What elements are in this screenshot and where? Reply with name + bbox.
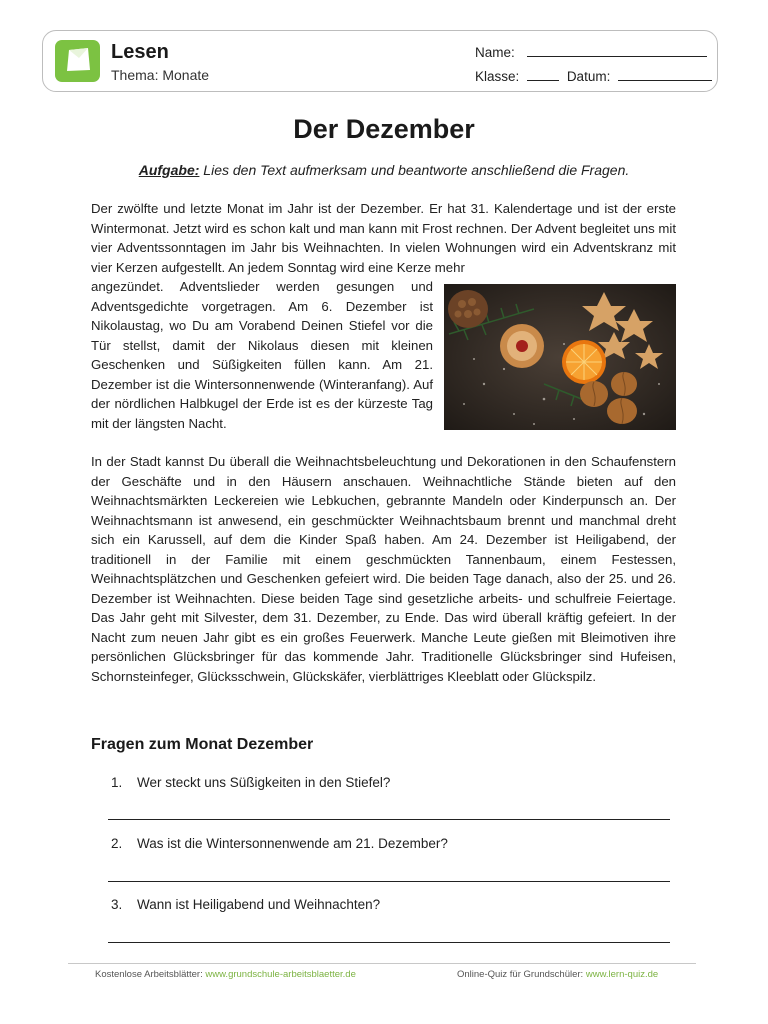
header-subtitle: Thema: Monate	[111, 67, 210, 83]
footer-left-link[interactable]: www.grundschule-arbeitsblaetter.de	[205, 969, 356, 980]
worksheet-header	[42, 30, 718, 92]
question-item	[111, 836, 448, 851]
question-number: 1.	[111, 775, 123, 790]
page-title: Der Dezember	[293, 114, 475, 144]
klasse-line[interactable]	[527, 68, 559, 81]
paragraph-2: In der Stadt kannst Du überall die Weihnachtsbeleuchtung und Dekorationen in den Schaufenstern der Geschäfte und in den Häusern anschauen. Weihnachtliche Stände bieten auf den Weihnachtsmärkten Leckereien wie Lebkuchen, gebrannte Mandeln oder Kinderpunsch an. Der Weihnachtsmann ist anwesend, ein geschmückter Weihnachtsbaum brennt und manchmal dreht sich ein Karussell, auf dem die Kinder Spaß haben. Am 24. Dezember ist Heiligabend, der traditionell in der Familie mit einem geschmückten Tannenbaum, einem Festessen, Weihnachtsplätzchen und Geschenken gefeiert wird. Die beiden Tage danach, also der 25. und 26. Dezember ist Weihnachten. Diese beiden Tage sind gesetzliche arbeits- und schulfreie Feiertage. Das Jahr geht mit Silvester, dem 31. Dezember, zu Ende. Das wird überall kräftig gefeiert. In der Nacht zum neuen Jahr gibt es ein großes Feuerwerk. Manche Leute gießen mit Bleimotiven ihre persönlichen Glücksbringer für das kommende Jahr. Traditionelle Glücksbringer sind Hufeisen, Schornsteinfeger, Glücksschwein, Glückskäfer, vierblättriges Kleeblatt oder Glückspilz.	[91, 454, 676, 684]
question-text: Wann ist Heiligabend und Weihnachten?	[137, 897, 381, 912]
datum-line[interactable]	[618, 68, 712, 81]
answer-line[interactable]	[108, 819, 670, 820]
name-field[interactable]	[475, 44, 707, 60]
question-number: 2.	[111, 836, 123, 851]
question-number: 3.	[111, 897, 123, 912]
paragraph-1: Der zwölfte und letzte Monat im Jahr ist der Dezember. Er hat 31. Kalendertage und ist der erste Wintermonat. Jetzt wird es schon kalt und man kann mit Frost rechnen. Der Advent begleitet uns mit vier Adventssonntagen im Jahr bis Weihnachten. In vielen Wohnungen wird ein Adventskranz mit vier Kerzen aufgestellt. An jedem Sonntag wird eine Kerze mehr	[91, 201, 676, 275]
question-text: Wer steckt uns Süßigkeiten in den Stiefel?	[137, 775, 391, 790]
footer-left-label: Kostenlose Arbeitsblätter:	[95, 969, 203, 980]
name-line[interactable]	[527, 44, 707, 57]
task-instruction	[0, 162, 768, 178]
klasse-label: Klasse:	[475, 69, 520, 84]
footer-right	[457, 969, 658, 980]
question-item	[111, 775, 390, 790]
christmas-cookies-photo	[444, 284, 676, 430]
task-label: Aufgabe:	[138, 162, 200, 178]
footer-divider	[68, 963, 696, 964]
question-item	[111, 897, 380, 912]
datum-label: Datum:	[566, 69, 611, 84]
header-title: Lesen	[111, 41, 169, 63]
klasse-datum-fields	[475, 68, 712, 84]
questions-heading: Fragen zum Monat Dezember	[91, 736, 314, 753]
answer-line[interactable]	[108, 942, 670, 943]
name-label: Name:	[475, 45, 515, 60]
answer-line[interactable]	[108, 881, 670, 882]
paragraph-1-continued: angezündet. Adventslieder werden gesungen und Adventsgedichte vorgetragen. Am 6. Dezember ist Nikolaustag, wo Du am Vorabend Deinen Stiefel vor die Tür stellst, damit der Nikolaus diesen mit kleinen Geschenken und Süßigkeiten füllen kann. Am 21. Dezember ist die Wintersonnenwende (Winteranfang). Auf der nördlichen Halbkugel der Erde ist es der kürzeste Tag mit der längsten Nacht.	[91, 279, 433, 431]
logo-icon	[55, 40, 100, 82]
footer-right-label: Online-Quiz für Grundschüler:	[457, 969, 584, 980]
question-text: Was ist die Wintersonnenwende am 21. Dezember?	[137, 836, 448, 851]
task-text: Lies den Text aufmerksam und beantworte anschließend die Fragen.	[199, 162, 630, 178]
footer-right-link[interactable]: www.lern-quiz.de	[585, 969, 659, 980]
footer-left	[95, 969, 356, 980]
